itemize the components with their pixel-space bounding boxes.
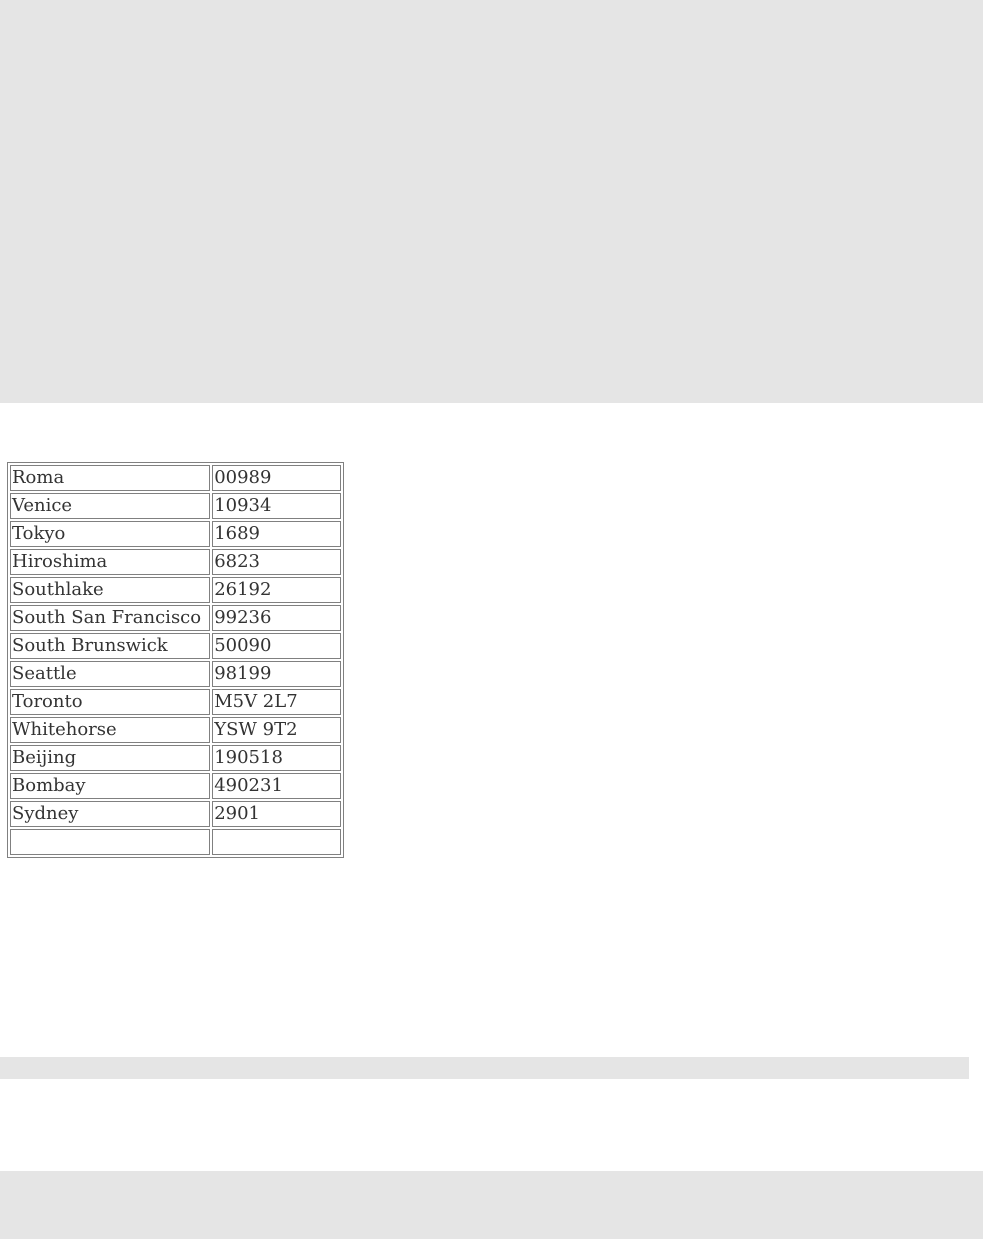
table-row bbox=[10, 465, 341, 491]
middle-gray-bar bbox=[0, 1057, 969, 1079]
table-row bbox=[10, 493, 341, 519]
city-cell: Beijing bbox=[10, 745, 210, 771]
city-cell: Hiroshima bbox=[10, 549, 210, 575]
table-row bbox=[10, 605, 341, 631]
postal-code-cell bbox=[212, 829, 341, 855]
city-cell: South San Francisco bbox=[10, 605, 210, 631]
table-row bbox=[10, 689, 341, 715]
postal-code-cell: 490231 bbox=[212, 773, 341, 799]
city-cell: Southlake bbox=[10, 577, 210, 603]
city-cell: Sydney bbox=[10, 801, 210, 827]
city-cell: Bombay bbox=[10, 773, 210, 799]
city-cell: Tokyo bbox=[10, 521, 210, 547]
table-row bbox=[10, 577, 341, 603]
table-row bbox=[10, 801, 341, 827]
postal-code-cell: 6823 bbox=[212, 549, 341, 575]
table-scroll-viewport[interactable] bbox=[7, 462, 346, 870]
table-row bbox=[10, 521, 341, 547]
city-cell: Roma bbox=[10, 465, 210, 491]
city-cell: Toronto bbox=[10, 689, 210, 715]
postal-code-cell: 98199 bbox=[212, 661, 341, 687]
city-postal-table bbox=[7, 462, 344, 858]
postal-code-cell: 00989 bbox=[212, 465, 341, 491]
postal-code-cell: YSW 9T2 bbox=[212, 717, 341, 743]
table-body bbox=[10, 465, 341, 855]
city-cell: Whitehorse bbox=[10, 717, 210, 743]
postal-code-cell: 10934 bbox=[212, 493, 341, 519]
table-row bbox=[10, 773, 341, 799]
table-row bbox=[10, 661, 341, 687]
postal-code-cell: 1689 bbox=[212, 521, 341, 547]
postal-code-cell: M5V 2L7 bbox=[212, 689, 341, 715]
city-cell bbox=[10, 829, 210, 855]
postal-code-cell: 190518 bbox=[212, 745, 341, 771]
postal-code-cell: 2901 bbox=[212, 801, 341, 827]
table-row bbox=[10, 745, 341, 771]
postal-code-cell: 99236 bbox=[212, 605, 341, 631]
bottom-gray-region bbox=[0, 1171, 983, 1239]
table-row bbox=[10, 829, 341, 855]
top-gray-region bbox=[0, 0, 983, 403]
table-row bbox=[10, 717, 341, 743]
table-row bbox=[10, 633, 341, 659]
postal-code-cell: 50090 bbox=[212, 633, 341, 659]
city-cell: South Brunswick bbox=[10, 633, 210, 659]
postal-code-cell: 26192 bbox=[212, 577, 341, 603]
city-cell: Venice bbox=[10, 493, 210, 519]
city-cell: Seattle bbox=[10, 661, 210, 687]
table-row bbox=[10, 549, 341, 575]
